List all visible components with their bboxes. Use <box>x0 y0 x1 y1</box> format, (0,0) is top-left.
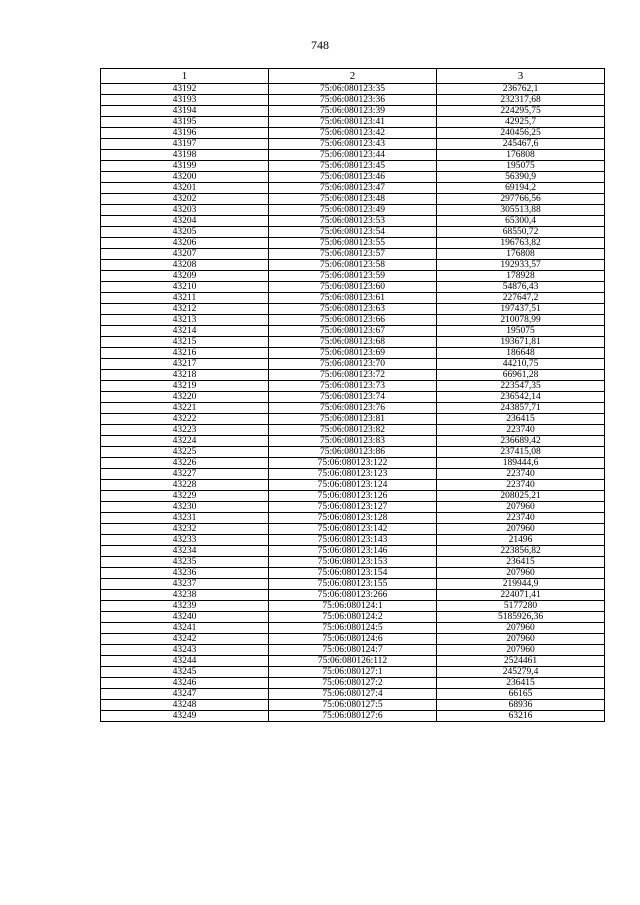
cadastral-number-cell: 75:06:080123:143 <box>269 535 437 546</box>
value-cell: 207960 <box>437 634 605 645</box>
value-cell: 207960 <box>437 623 605 634</box>
table-row <box>101 315 605 326</box>
row-number-cell: 43221 <box>101 403 269 414</box>
value-cell: 176808 <box>437 249 605 260</box>
table-row <box>101 271 605 282</box>
value-cell: 66961,28 <box>437 370 605 381</box>
cadastral-number-cell: 75:06:080123:53 <box>269 216 437 227</box>
cadastral-number-cell: 75:06:080123:86 <box>269 447 437 458</box>
row-number-cell: 43206 <box>101 238 269 249</box>
table-row <box>101 557 605 568</box>
row-number-cell: 43205 <box>101 227 269 238</box>
row-number-cell: 43227 <box>101 469 269 480</box>
row-number-cell: 43208 <box>101 260 269 271</box>
table-row <box>101 480 605 491</box>
row-number-cell: 43243 <box>101 645 269 656</box>
table-row <box>101 667 605 678</box>
cadastral-number-cell: 75:06:080123:59 <box>269 271 437 282</box>
table-row <box>101 293 605 304</box>
value-cell: 5177280 <box>437 601 605 612</box>
data-table <box>100 68 605 722</box>
row-number-cell: 43198 <box>101 150 269 161</box>
value-cell: 66165 <box>437 689 605 700</box>
cadastral-number-cell: 75:06:080123:153 <box>269 557 437 568</box>
cadastral-number-cell: 75:06:080123:73 <box>269 381 437 392</box>
value-cell: 305513,88 <box>437 205 605 216</box>
value-cell: 186648 <box>437 348 605 359</box>
cadastral-number-cell: 75:06:080124:1 <box>269 601 437 612</box>
cadastral-number-cell: 75:06:080123:154 <box>269 568 437 579</box>
row-number-cell: 43225 <box>101 447 269 458</box>
value-cell: 192933,57 <box>437 260 605 271</box>
cadastral-number-cell: 75:06:080123:45 <box>269 161 437 172</box>
table-row <box>101 205 605 216</box>
row-number-cell: 43248 <box>101 700 269 711</box>
table-row <box>101 645 605 656</box>
value-cell: 63216 <box>437 711 605 722</box>
row-number-cell: 43218 <box>101 370 269 381</box>
cadastral-number-cell: 75:06:080123:46 <box>269 172 437 183</box>
table-header-row <box>101 69 605 84</box>
row-number-cell: 43228 <box>101 480 269 491</box>
cadastral-number-cell: 75:06:080123:127 <box>269 502 437 513</box>
cadastral-number-cell: 75:06:080124:5 <box>269 623 437 634</box>
cadastral-number-cell: 75:06:080124:6 <box>269 634 437 645</box>
row-number-cell: 43207 <box>101 249 269 260</box>
cadastral-number-cell: 75:06:080123:122 <box>269 458 437 469</box>
value-cell: 224071,41 <box>437 590 605 601</box>
row-number-cell: 43247 <box>101 689 269 700</box>
column-header-1: 1 <box>101 69 269 84</box>
value-cell: 236415 <box>437 678 605 689</box>
value-cell: 189444,6 <box>437 458 605 469</box>
table-row <box>101 403 605 414</box>
cadastral-number-cell: 75:06:080124:7 <box>269 645 437 656</box>
row-number-cell: 43230 <box>101 502 269 513</box>
cadastral-number-cell: 75:06:080123:70 <box>269 359 437 370</box>
row-number-cell: 43220 <box>101 392 269 403</box>
row-number-cell: 43199 <box>101 161 269 172</box>
table-row <box>101 656 605 667</box>
cadastral-number-cell: 75:06:080123:55 <box>269 238 437 249</box>
table-row <box>101 579 605 590</box>
cadastral-number-cell: 75:06:080123:39 <box>269 106 437 117</box>
cadastral-number-cell: 75:06:080123:66 <box>269 315 437 326</box>
table-row <box>101 601 605 612</box>
cadastral-number-cell: 75:06:080123:69 <box>269 348 437 359</box>
row-number-cell: 43192 <box>101 84 269 95</box>
table-row <box>101 304 605 315</box>
cadastral-number-cell: 75:06:080123:35 <box>269 84 437 95</box>
table-row <box>101 623 605 634</box>
table-row <box>101 524 605 535</box>
value-cell: 207960 <box>437 524 605 535</box>
row-number-cell: 43213 <box>101 315 269 326</box>
table-row <box>101 337 605 348</box>
table-row <box>101 106 605 117</box>
column-header-3: 3 <box>437 69 605 84</box>
row-number-cell: 43249 <box>101 711 269 722</box>
value-cell: 297766,56 <box>437 194 605 205</box>
cadastral-number-cell: 75:06:080123:61 <box>269 293 437 304</box>
table-row <box>101 513 605 524</box>
value-cell: 178928 <box>437 271 605 282</box>
value-cell: 223740 <box>437 469 605 480</box>
row-number-cell: 43240 <box>101 612 269 623</box>
row-number-cell: 43203 <box>101 205 269 216</box>
table-row <box>101 678 605 689</box>
value-cell: 232317,68 <box>437 95 605 106</box>
cadastral-number-cell: 75:06:080123:123 <box>269 469 437 480</box>
cadastral-number-cell: 75:06:080123:83 <box>269 436 437 447</box>
row-number-cell: 43210 <box>101 282 269 293</box>
row-number-cell: 43238 <box>101 590 269 601</box>
cadastral-number-cell: 75:06:080123:76 <box>269 403 437 414</box>
row-number-cell: 43232 <box>101 524 269 535</box>
cadastral-number-cell: 75:06:080124:2 <box>269 612 437 623</box>
table-row <box>101 172 605 183</box>
value-cell: 219944,9 <box>437 579 605 590</box>
value-cell: 236542,14 <box>437 392 605 403</box>
table-row <box>101 700 605 711</box>
cadastral-number-cell: 75:06:080123:74 <box>269 392 437 403</box>
table-row <box>101 612 605 623</box>
table-row <box>101 150 605 161</box>
table-row <box>101 282 605 293</box>
table-row <box>101 689 605 700</box>
cadastral-number-cell: 75:06:080123:48 <box>269 194 437 205</box>
value-cell: 240456,25 <box>437 128 605 139</box>
value-cell: 245467,6 <box>437 139 605 150</box>
table-row <box>101 216 605 227</box>
value-cell: 193671,81 <box>437 337 605 348</box>
table-row <box>101 238 605 249</box>
cadastral-number-cell: 75:06:080123:41 <box>269 117 437 128</box>
cadastral-number-cell: 75:06:080123:67 <box>269 326 437 337</box>
value-cell: 207960 <box>437 568 605 579</box>
row-number-cell: 43214 <box>101 326 269 337</box>
column-header-2: 2 <box>269 69 437 84</box>
value-cell: 223856,82 <box>437 546 605 557</box>
cadastral-number-cell: 75:06:080123:72 <box>269 370 437 381</box>
row-number-cell: 43217 <box>101 359 269 370</box>
table-row <box>101 161 605 172</box>
table-row <box>101 260 605 271</box>
value-cell: 176808 <box>437 150 605 161</box>
cadastral-number-cell: 75:06:080123:43 <box>269 139 437 150</box>
value-cell: 236762,1 <box>437 84 605 95</box>
cadastral-number-cell: 75:06:080123:49 <box>269 205 437 216</box>
cadastral-number-cell: 75:06:080123:42 <box>269 128 437 139</box>
table-row <box>101 568 605 579</box>
table-row <box>101 425 605 436</box>
row-number-cell: 43212 <box>101 304 269 315</box>
row-number-cell: 43200 <box>101 172 269 183</box>
cadastral-number-cell: 75:06:080123:60 <box>269 282 437 293</box>
cadastral-number-cell: 75:06:080127:1 <box>269 667 437 678</box>
table-row <box>101 590 605 601</box>
row-number-cell: 43223 <box>101 425 269 436</box>
value-cell: 195075 <box>437 326 605 337</box>
value-cell: 42925,7 <box>437 117 605 128</box>
table-row <box>101 194 605 205</box>
row-number-cell: 43209 <box>101 271 269 282</box>
cadastral-number-cell: 75:06:080123:124 <box>269 480 437 491</box>
table-row <box>101 128 605 139</box>
value-cell: 69194,2 <box>437 183 605 194</box>
row-number-cell: 43239 <box>101 601 269 612</box>
table-row <box>101 469 605 480</box>
cadastral-number-cell: 75:06:080127:5 <box>269 700 437 711</box>
value-cell: 223740 <box>437 480 605 491</box>
row-number-cell: 43226 <box>101 458 269 469</box>
table-row <box>101 84 605 95</box>
row-number-cell: 43193 <box>101 95 269 106</box>
value-cell: 196763,82 <box>437 238 605 249</box>
cadastral-number-cell: 75:06:080123:266 <box>269 590 437 601</box>
value-cell: 68936 <box>437 700 605 711</box>
row-number-cell: 43201 <box>101 183 269 194</box>
row-number-cell: 43195 <box>101 117 269 128</box>
row-number-cell: 43211 <box>101 293 269 304</box>
row-number-cell: 43241 <box>101 623 269 634</box>
cadastral-number-cell: 75:06:080123:44 <box>269 150 437 161</box>
row-number-cell: 43196 <box>101 128 269 139</box>
cadastral-number-cell: 75:06:080123:36 <box>269 95 437 106</box>
cadastral-number-cell: 75:06:080123:58 <box>269 260 437 271</box>
cadastral-number-cell: 75:06:080123:47 <box>269 183 437 194</box>
table-row <box>101 183 605 194</box>
table-row <box>101 634 605 645</box>
table-row <box>101 711 605 722</box>
cadastral-number-cell: 75:06:080123:82 <box>269 425 437 436</box>
table-row <box>101 139 605 150</box>
table-row <box>101 359 605 370</box>
table-row <box>101 458 605 469</box>
value-cell: 227647,2 <box>437 293 605 304</box>
cadastral-number-cell: 75:06:080123:54 <box>269 227 437 238</box>
row-number-cell: 43216 <box>101 348 269 359</box>
row-number-cell: 43194 <box>101 106 269 117</box>
table-row <box>101 546 605 557</box>
table-row <box>101 348 605 359</box>
row-number-cell: 43202 <box>101 194 269 205</box>
cadastral-number-cell: 75:06:080127:6 <box>269 711 437 722</box>
table-row <box>101 502 605 513</box>
value-cell: 223740 <box>437 513 605 524</box>
cadastral-number-cell: 75:06:080127:2 <box>269 678 437 689</box>
cadastral-number-cell: 75:06:080123:155 <box>269 579 437 590</box>
table-row <box>101 491 605 502</box>
value-cell: 223740 <box>437 425 605 436</box>
cadastral-number-cell: 75:06:080123:68 <box>269 337 437 348</box>
value-cell: 5185926,36 <box>437 612 605 623</box>
row-number-cell: 43222 <box>101 414 269 425</box>
table-row <box>101 95 605 106</box>
value-cell: 54876,43 <box>437 282 605 293</box>
table-row <box>101 447 605 458</box>
table-row <box>101 392 605 403</box>
row-number-cell: 43235 <box>101 557 269 568</box>
table-row <box>101 117 605 128</box>
value-cell: 207960 <box>437 502 605 513</box>
cadastral-number-cell: 75:06:080123:57 <box>269 249 437 260</box>
value-cell: 208025,21 <box>437 491 605 502</box>
value-cell: 56390,9 <box>437 172 605 183</box>
table-row <box>101 227 605 238</box>
cadastral-number-cell: 75:06:080126:112 <box>269 656 437 667</box>
row-number-cell: 43204 <box>101 216 269 227</box>
value-cell: 210078,99 <box>437 315 605 326</box>
value-cell: 236415 <box>437 557 605 568</box>
row-number-cell: 43233 <box>101 535 269 546</box>
row-number-cell: 43244 <box>101 656 269 667</box>
row-number-cell: 43224 <box>101 436 269 447</box>
value-cell: 68550,72 <box>437 227 605 238</box>
value-cell: 2524461 <box>437 656 605 667</box>
row-number-cell: 43219 <box>101 381 269 392</box>
row-number-cell: 43215 <box>101 337 269 348</box>
value-cell: 237415,08 <box>437 447 605 458</box>
value-cell: 223547,35 <box>437 381 605 392</box>
value-cell: 195075 <box>437 161 605 172</box>
cadastral-number-cell: 75:06:080123:146 <box>269 546 437 557</box>
cadastral-number-cell: 75:06:080123:126 <box>269 491 437 502</box>
row-number-cell: 43197 <box>101 139 269 150</box>
value-cell: 224295,75 <box>437 106 605 117</box>
table-row <box>101 535 605 546</box>
value-cell: 245279,4 <box>437 667 605 678</box>
value-cell: 65300,4 <box>437 216 605 227</box>
table-row <box>101 326 605 337</box>
cadastral-number-cell: 75:06:080127:4 <box>269 689 437 700</box>
value-cell: 236689,42 <box>437 436 605 447</box>
value-cell: 197437,51 <box>437 304 605 315</box>
table-body <box>101 84 605 722</box>
value-cell: 21496 <box>437 535 605 546</box>
table-row <box>101 249 605 260</box>
cadastral-number-cell: 75:06:080123:63 <box>269 304 437 315</box>
value-cell: 243857,71 <box>437 403 605 414</box>
page-number: 748 <box>311 38 329 52</box>
row-number-cell: 43229 <box>101 491 269 502</box>
value-cell: 44210,75 <box>437 359 605 370</box>
table-row <box>101 381 605 392</box>
row-number-cell: 43234 <box>101 546 269 557</box>
row-number-cell: 43237 <box>101 579 269 590</box>
table-row <box>101 414 605 425</box>
cadastral-number-cell: 75:06:080123:81 <box>269 414 437 425</box>
row-number-cell: 43245 <box>101 667 269 678</box>
row-number-cell: 43231 <box>101 513 269 524</box>
value-cell: 207960 <box>437 645 605 656</box>
table-row <box>101 436 605 447</box>
row-number-cell: 43242 <box>101 634 269 645</box>
value-cell: 236415 <box>437 414 605 425</box>
cadastral-number-cell: 75:06:080123:128 <box>269 513 437 524</box>
row-number-cell: 43236 <box>101 568 269 579</box>
row-number-cell: 43246 <box>101 678 269 689</box>
cadastral-number-cell: 75:06:080123:142 <box>269 524 437 535</box>
table-row <box>101 370 605 381</box>
